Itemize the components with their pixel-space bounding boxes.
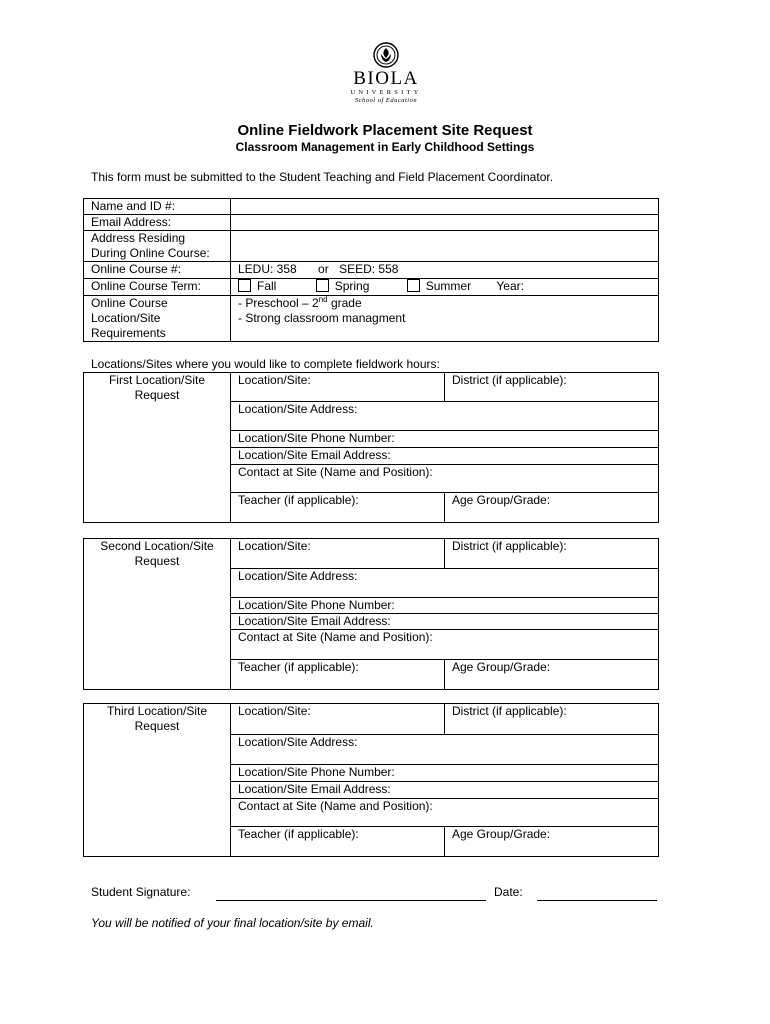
requirements-list	[231, 296, 659, 342]
teacher-field[interactable]: Teacher (if applicable):	[231, 660, 445, 690]
term-spring: Spring	[334, 279, 370, 293]
site-email-field[interactable]: Location/Site Email Address:	[231, 448, 659, 465]
notification-note: You will be notified of your final location/site by email.	[91, 916, 374, 930]
requirement-grade-text: - Preschool – 2	[238, 296, 319, 310]
site-heading-line2: Request	[134, 719, 180, 733]
address-label	[84, 231, 231, 262]
course-ledu: LEDU: 358	[238, 262, 297, 276]
student-signature-line[interactable]	[216, 900, 486, 901]
name-id-label: Name and ID #:	[84, 199, 231, 215]
logo-university: UNIVERSITY	[350, 89, 422, 96]
course-or: or	[318, 262, 329, 276]
requirements-label-line2: Location/Site	[91, 311, 161, 325]
site-heading	[84, 704, 231, 857]
age-group-field[interactable]: Age Group/Grade:	[445, 827, 659, 857]
logo-name: BIOLA	[353, 68, 419, 89]
site-contact-field[interactable]: Contact at Site (Name and Position):	[231, 465, 659, 493]
address-label-line2: During Online Course:	[91, 246, 210, 260]
term-fall: Fall	[257, 279, 277, 293]
site-address-field[interactable]: Location/Site Address:	[231, 735, 659, 765]
site-heading-line1: Second Location/Site	[100, 539, 214, 553]
term-label: Online Course Term:	[84, 279, 231, 296]
teacher-field[interactable]: Teacher (if applicable):	[231, 493, 445, 523]
form-subtitle: Classroom Management in Early Childhood Settings	[235, 140, 535, 154]
name-id-field[interactable]	[231, 199, 659, 215]
address-field[interactable]	[231, 231, 659, 262]
first-site-table	[83, 372, 659, 523]
student-signature-label: Student Signature:	[91, 885, 191, 899]
requirement-classroom: - Strong classroom managment	[238, 311, 406, 325]
course-num-label: Online Course #:	[84, 262, 231, 279]
requirement-grade-sup: nd	[318, 295, 328, 304]
spring-checkbox[interactable]	[316, 279, 329, 292]
second-site-table	[83, 538, 659, 690]
biola-logo	[346, 42, 426, 118]
location-site-field[interactable]: Location/Site:	[231, 704, 445, 735]
biola-seal-icon	[373, 42, 399, 68]
site-phone-field[interactable]: Location/Site Phone Number:	[231, 765, 659, 782]
site-contact-field[interactable]: Contact at Site (Name and Position):	[231, 630, 659, 660]
student-info-table	[83, 198, 659, 342]
third-site-table	[83, 703, 659, 857]
date-label: Date:	[494, 885, 523, 899]
summer-checkbox[interactable]	[407, 279, 420, 292]
address-label-line1: Address Residing	[91, 231, 186, 245]
site-address-field[interactable]: Location/Site Address:	[231, 402, 659, 431]
fall-checkbox[interactable]	[238, 279, 251, 292]
course-seed: SEED: 558	[339, 262, 399, 276]
requirement-grade	[238, 296, 651, 311]
site-phone-field[interactable]: Location/Site Phone Number:	[231, 598, 659, 614]
email-field[interactable]	[231, 215, 659, 231]
requirements-label	[84, 296, 231, 342]
district-field[interactable]: District (if applicable):	[445, 373, 659, 402]
logo-school: School of Education	[354, 97, 418, 104]
site-heading-line2: Request	[134, 554, 180, 568]
site-contact-field[interactable]: Contact at Site (Name and Position):	[231, 799, 659, 827]
district-field[interactable]: District (if applicable):	[445, 704, 659, 735]
requirements-label-line1: Online Course	[91, 296, 168, 310]
site-heading-line1: First Location/Site	[108, 373, 206, 387]
teacher-field[interactable]: Teacher (if applicable):	[231, 827, 445, 857]
location-site-field[interactable]: Location/Site:	[231, 539, 445, 569]
age-group-field[interactable]: Age Group/Grade:	[445, 660, 659, 690]
locations-label: Locations/Sites where you would like to complete fieldwork hours:	[91, 357, 440, 371]
email-label: Email Address:	[84, 215, 231, 231]
form-title: Online Fieldwork Placement Site Request	[237, 122, 533, 139]
site-heading-line2: Request	[134, 388, 180, 402]
intro-text: This form must be submitted to the Student Teaching and Field Placement Coordinator.	[91, 170, 554, 184]
term-field	[231, 279, 659, 296]
location-site-field[interactable]: Location/Site:	[231, 373, 445, 402]
site-email-field[interactable]: Location/Site Email Address:	[231, 614, 659, 630]
district-field[interactable]: District (if applicable):	[445, 539, 659, 569]
date-line[interactable]	[537, 900, 657, 901]
term-summer: Summer	[425, 279, 472, 293]
term-year: Year:	[496, 279, 524, 293]
site-address-field[interactable]: Location/Site Address:	[231, 569, 659, 598]
requirements-label-line3: Requirements	[91, 326, 166, 340]
course-num-field[interactable]	[231, 262, 659, 279]
age-group-field[interactable]: Age Group/Grade:	[445, 493, 659, 523]
site-phone-field[interactable]: Location/Site Phone Number:	[231, 431, 659, 448]
site-heading	[84, 373, 231, 523]
site-email-field[interactable]: Location/Site Email Address:	[231, 782, 659, 799]
requirement-grade-suffix: grade	[327, 296, 362, 310]
site-heading	[84, 539, 231, 690]
site-heading-line1: Third Location/Site	[106, 704, 208, 718]
